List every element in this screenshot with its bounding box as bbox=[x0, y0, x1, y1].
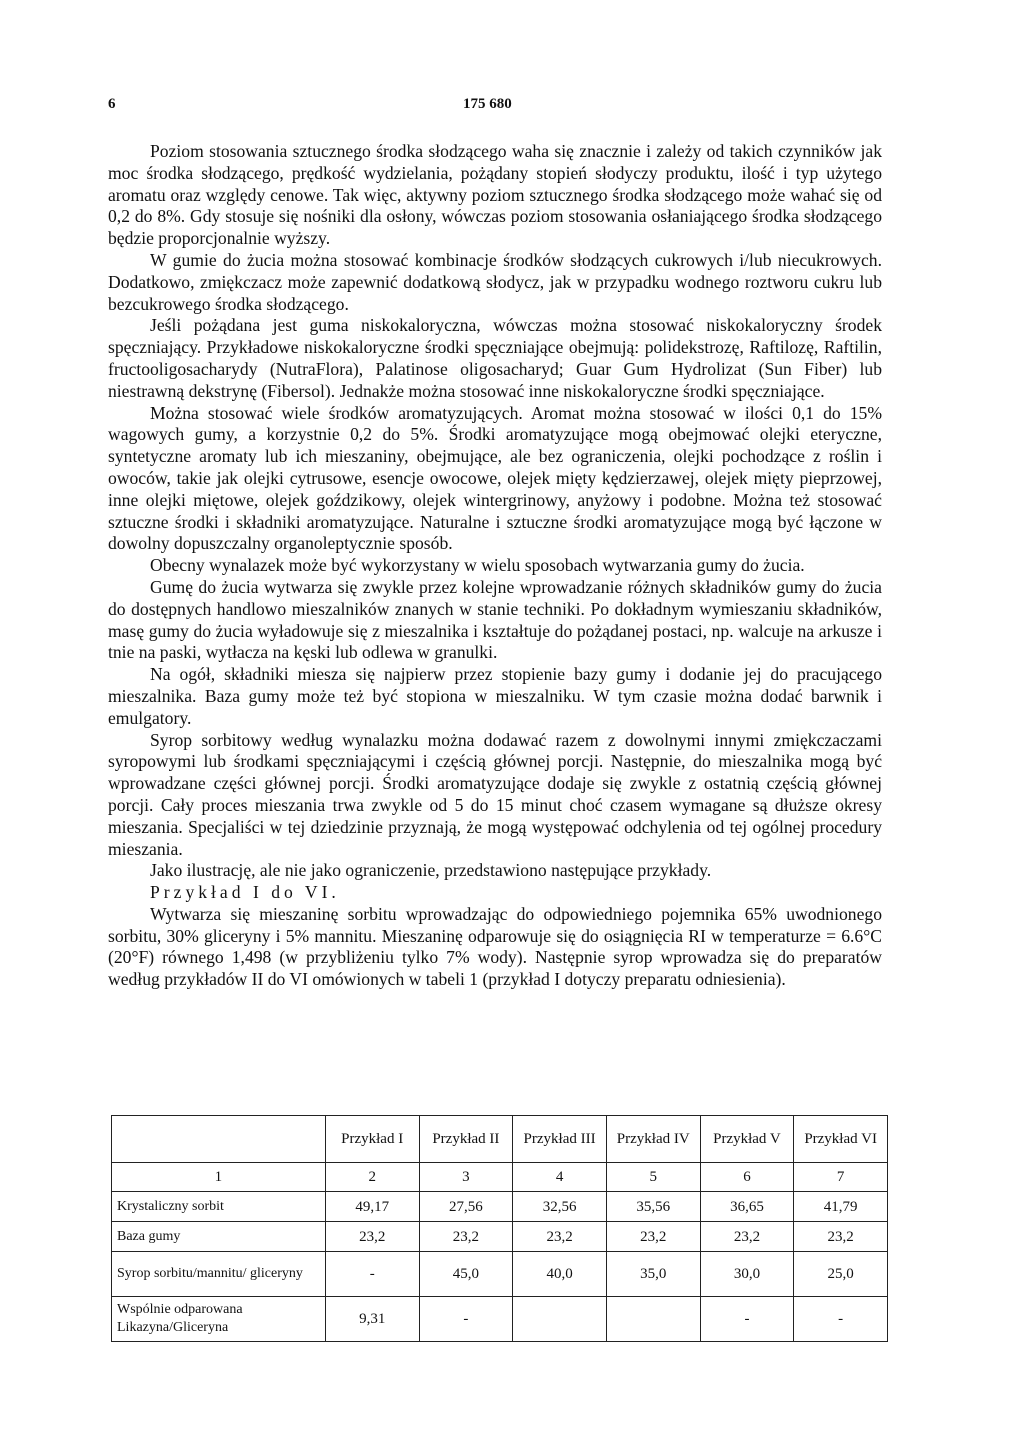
table-header-cell: Przykład V bbox=[700, 1116, 794, 1163]
table-header-cell: Przykład VI bbox=[794, 1116, 888, 1163]
table-cell: 9,31 bbox=[325, 1297, 419, 1342]
example-heading: Przykład I do VI. bbox=[150, 882, 340, 903]
paragraph: Gumę do żucia wytwarza się zwykle przez kolejne wprowadzanie różnych składników gumy do żucia do dostępnych handlowo mieszalników znanych w stanie techniki. Po dokładnym wymieszaniu składników, masę gumy do żucia wyładowuje się z mieszalnika i kształtuje do pożądanej postaci, np. walcuje na arkusze i tnie na paski, wytłacza na kęski lub odlewa w granulki. bbox=[108, 576, 882, 663]
table-header-cell: Przykład IV bbox=[606, 1116, 700, 1163]
table-cell: 45,0 bbox=[419, 1252, 513, 1297]
paragraph: Można stosować wiele środków aromatyzujących. Aromat można stosować w ilości 0,1 do 15% wagowych gumy, a korzystnie 0,2 do 5%. Środki aromatyzujące mogą obejmować olejki eteryczne, syntetyczne aromaty lub ich mieszaniny, obejmujące, ale bez ograniczenia, olejki pochodzące z roślin i owoców, takie jak olejki cytrusowe, esencje owocowe, olejek mięty kędzierzawej, olejek mięty pieprzowej, inne olejki miętowe, olejek goździkowy, olejek wintergrinowy, anyżowy i podobne. Można też stosować sztuczne środki i składniki aromatyzujące. Naturalne i sztuczne środki aromatyzujące mogą być łączone w dowolny dopuszczalny organoleptycznie sposób. bbox=[108, 402, 882, 554]
table-index-cell: 2 bbox=[325, 1163, 419, 1192]
table-cell bbox=[513, 1297, 607, 1342]
paragraph: Obecny wynalazek może być wykorzystany w wielu sposobach wytwarzania gumy do żucia. bbox=[150, 555, 805, 576]
table-header-cell bbox=[112, 1116, 326, 1163]
table-cell: 23,2 bbox=[419, 1222, 513, 1252]
table-row bbox=[112, 1252, 888, 1297]
table-index-cell: 5 bbox=[606, 1163, 700, 1192]
paragraph: Wytwarza się mieszaninę sorbitu wprowadzając do odpowiedniego pojemnika 65% uwodnionego sorbitu, 30% gliceryny i 5% mannitu. Mieszaninę odparowuje się do osiągnięcia RI w temperaturze = 6.6°C (20°F) równego 1,498 (w przybliżeniu tylko 7% wody). Następnie syrop wprowadza się do preparatów według przykładów II do VI omówionych w tabeli 1 (przykład I dotyczy preparatu odniesienia). bbox=[108, 903, 882, 990]
table-row bbox=[112, 1192, 888, 1222]
table-cell: - bbox=[700, 1297, 794, 1342]
table-cell: 27,56 bbox=[419, 1192, 513, 1222]
table-cell: 23,2 bbox=[606, 1222, 700, 1252]
table-header-cell: Przykład I bbox=[325, 1116, 419, 1163]
table-index-cell: 1 bbox=[112, 1163, 326, 1192]
table-cell: 49,17 bbox=[325, 1192, 419, 1222]
table-header-row bbox=[112, 1116, 888, 1163]
table-index-cell: 7 bbox=[794, 1163, 888, 1192]
table-cell: 32,56 bbox=[513, 1192, 607, 1222]
table-cell bbox=[606, 1297, 700, 1342]
table-cell: 40,0 bbox=[513, 1252, 607, 1297]
table-cell: - bbox=[794, 1297, 888, 1342]
table-cell: 36,65 bbox=[700, 1192, 794, 1222]
table-row-label: Syrop sorbitu/mannitu/ gliceryny bbox=[112, 1252, 326, 1297]
paragraph: Poziom stosowania sztucznego środka słodzącego waha się znacznie i zależy od takich czynników jak moc środka słodzącego, prędkość wydzielania, pożądany stopień słodyczy produktu, ilość i typ użytego aromatu oraz względy cenowe. Tak więc, aktywny poziom sztucznego środka słodzącego może wahać się od 0,2 do 8%. Gdy stosuje się nośniki dla osłony, wówczas poziom stosowania osłaniającego środka słodzącego będzie proporcjonalnie wyższy. bbox=[108, 141, 882, 249]
table-index-cell: 4 bbox=[513, 1163, 607, 1192]
table-cell: - bbox=[419, 1297, 513, 1342]
table-row-label: Wspólnie odparowana Likazyna/Gliceryna bbox=[112, 1297, 326, 1342]
table-row bbox=[112, 1222, 888, 1252]
table-cell: 23,2 bbox=[513, 1222, 607, 1252]
paragraph: W gumie do żucia można stosować kombinacje środków słodzących cukrowych i/lub niecukrowych. Dodatkowo, zmiękczacz może zapewnić dodatkową słodycz, jak w przypadku wodnego roztworu cukru lub bezcukrowego środka słodzącego. bbox=[108, 249, 882, 314]
paragraph: Syrop sorbitowy według wynalazku można dodawać razem z dowolnymi innymi zmiękczaczami syropowymi lub środkami spęczniającymi i częścią głównej porcji. Następnie, do mieszalnika mogą być wprowadzane części głównej porcji. Środki aromatyzujące dodaje się zwykle z ostatnią częścią głównej porcji. Cały proces mieszania trwa zwykle od 5 do 15 minut choć czasem wymagane są dłuższe okresy mieszania. Specjaliści w tej dziedzinie przyznają, że mogą występować odchylenia od tej ogólnej procedury mieszania. bbox=[108, 729, 882, 859]
table-row-label: Baza gumy bbox=[112, 1222, 326, 1252]
paragraph: Na ogół, składniki miesza się najpierw przez stopienie bazy gumy i dodanie jej do pracującego mieszalnika. Baza gumy może też być stopiona w mieszalniku. W tym czasie można dodać barwnik i emulgatory. bbox=[108, 664, 882, 728]
table-row bbox=[112, 1297, 888, 1342]
page-header bbox=[108, 96, 888, 118]
table-cell: 23,2 bbox=[700, 1222, 794, 1252]
page-number: 6 bbox=[108, 96, 116, 112]
paragraph: Jeśli pożądana jest guma niskokaloryczna, wówczas można stosować niskokaloryczny środek spęczniający. Przykładowe niskokaloryczne środki spęczniające obejmują: polidekstrozę, Raftilozę, Raftilin, fructooligosacharydy (NutraFlora), Palatinose oligosacharyd; Guar Gum Hydrolizat (Sun Fiber) lub niestrawną dekstrynę (Fibersol). Jednakże można stosować inne niskokaloryczne środki spęczniające. bbox=[108, 315, 882, 401]
table-cell: 23,2 bbox=[794, 1222, 888, 1252]
table-header-cell: Przykład II bbox=[419, 1116, 513, 1163]
formulation-table bbox=[111, 1115, 888, 1342]
table-cell: 35,56 bbox=[606, 1192, 700, 1222]
table-index-cell: 3 bbox=[419, 1163, 513, 1192]
table-cell: - bbox=[325, 1252, 419, 1297]
table-cell: 23,2 bbox=[325, 1222, 419, 1252]
table-cell: 41,79 bbox=[794, 1192, 888, 1222]
table-index-row bbox=[112, 1163, 888, 1192]
table-header-cell: Przykład III bbox=[513, 1116, 607, 1163]
table-row-label: Krystaliczny sorbit bbox=[112, 1192, 326, 1222]
table-index-cell: 6 bbox=[700, 1163, 794, 1192]
document-number: 175 680 bbox=[463, 96, 512, 112]
table-cell: 30,0 bbox=[700, 1252, 794, 1297]
table-cell: 35,0 bbox=[606, 1252, 700, 1297]
table-cell: 25,0 bbox=[794, 1252, 888, 1297]
body-text bbox=[108, 141, 882, 991]
paragraph: Jako ilustrację, ale nie jako ograniczenie, przedstawiono następujące przykłady. bbox=[150, 860, 712, 881]
